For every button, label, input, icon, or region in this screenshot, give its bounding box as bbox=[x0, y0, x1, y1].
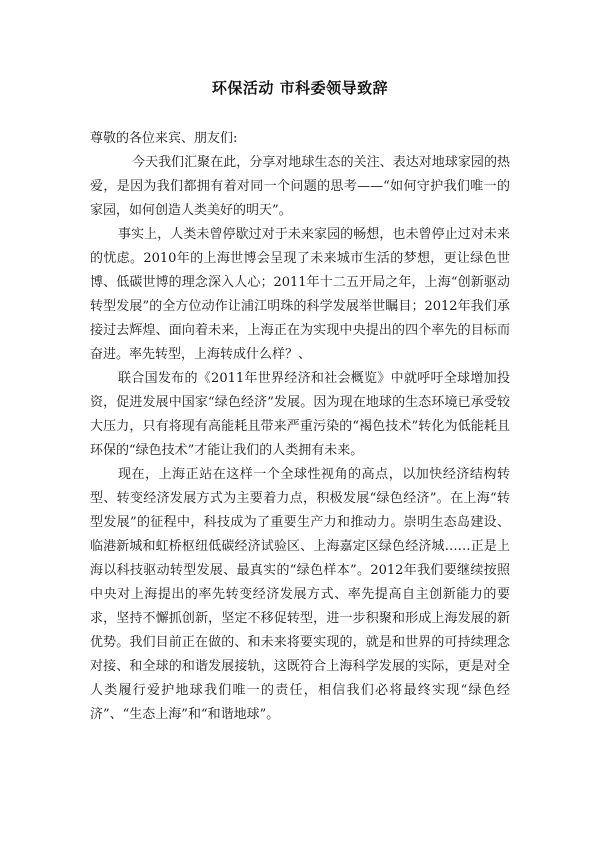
paragraph-3: 联合国发布的《2011年世界经济和社会概览》中就呼吁全球增加投资，促进发展中国家“绿色经济”发展。因为现在地球的生态环境已承受较大压力，只有将现有高能耗且带来严重污染的“褐色技术”转化为低能耗且环保的“绿色技术”才能让我们的人类拥有未来。 bbox=[90, 371, 510, 458]
paragraph-1: 今天我们汇聚在此，分享对地球生态的关注、表达对地球家园的热爱，是因为我们都拥有着对同一个问题的思考——“如何守护我们唯一的家园，如何创造人类美好的明天”。 bbox=[90, 155, 510, 218]
paragraph-4: 现在，上海正站在这样一个全球性视角的高点，以加快经济结构转型、转变经济发展方式为主要着力点，积极发展“绿色经济”。在上海“转型发展”的征程中，科技成为了重要生产力和推动力。崇明生态岛建设、临港新城和虹桥枢纽低碳经济试验区、上海嘉定区绿色经济城……正是上海以科技驱动转型发展、最真实的“绿色样本”。2012年我们要继续按照中央对上海提出的率先转变经济发展方式、率先提高自主创新能力的要求，坚持不懈抓创新，坚定不移促转型，进一步积聚和形成上海发展的新优势。我们目前正在做的、和未来将要实现的，就是和世界的可持续理念对接、和全球的和谐发展接轨，这既符合上海科学发展的实际，更是对全人类履行爱护地球我们唯一的责任，相信我们必将最终实现“绿色经济”、“生态上海”和“和谐地球”。 bbox=[90, 467, 510, 722]
salutation: 尊敬的各位来宾、朋友们: bbox=[90, 131, 238, 146]
document-body bbox=[90, 120, 510, 727]
paragraph-2: 事实上，人类未曾停歇过对于未来家园的畅想，也未曾停止过对未来的忧虑。2010年的上海世博会呈现了未来城市生活的梦想，更让绿色世博、低碳世博的理念深入人心；2011年十二五开局之年，上海“创新驱动 转型发展”的全方位动作让浦江明珠的科学发展举世瞩目；2012年我们承接过去辉煌、面向着未来，上海正在为实现中央提出的四个率先的目标而奋进。率先转型，上海转成什么样？、 bbox=[90, 227, 510, 362]
page-title: 环保活动 市科委领导致辞 bbox=[211, 79, 389, 97]
